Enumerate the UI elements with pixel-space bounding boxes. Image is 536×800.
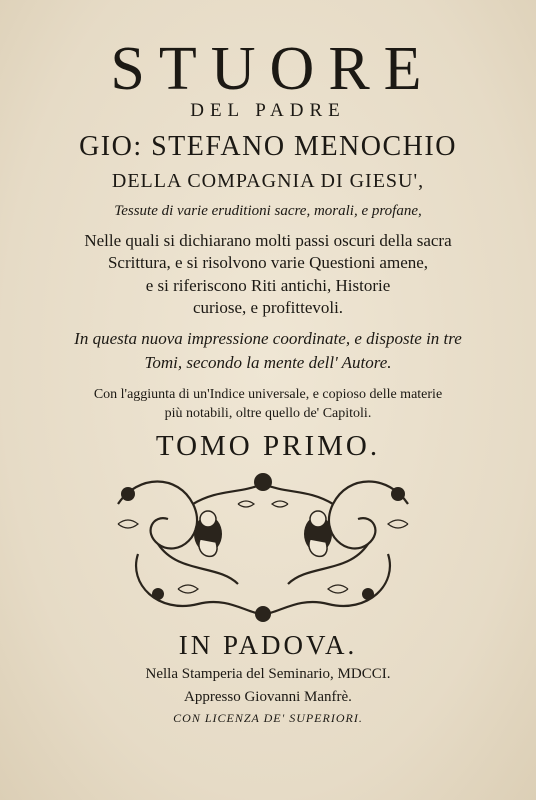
license-line: CON LICENZA DE' SUPERIORI. bbox=[173, 711, 363, 725]
description-line-2: Scrittura, e si risolvono varie Questioni amene, bbox=[107, 253, 429, 272]
description-line-3: e si riferiscono Riti antichi, Historie bbox=[145, 276, 391, 295]
subtitle-line: Tessute di varie eruditioni sacre, morali, e profane, bbox=[114, 203, 422, 219]
seller-line: Appresso Giovanni Manfrè. bbox=[184, 689, 352, 705]
printer-line: Nella Stamperia del Seminario, MDCCI. bbox=[145, 666, 391, 682]
place-of-publication: IN PADOVA. bbox=[178, 630, 358, 660]
index-note-line-1: Con l'aggiunta di un'Indice universale, e copioso delle materie bbox=[93, 387, 443, 402]
description-line-4: curiose, e profittevoli. bbox=[192, 298, 344, 317]
del-padre-line: DEL PADRE bbox=[190, 100, 346, 121]
company-line: DELLA COMPAGNIA DI GIESU', bbox=[111, 170, 425, 192]
book-title: STUORE bbox=[110, 35, 436, 103]
floral-vignette-with-putti-icon bbox=[98, 464, 428, 624]
volume-label: TOMO PRIMO. bbox=[155, 430, 381, 462]
author-name: GIO: STEFANO MENOCHIO bbox=[79, 131, 457, 162]
edition-note-line-1: In questa nuova impressione coordinate, e disposte in tre bbox=[74, 329, 462, 348]
index-note-line-2: più notabili, oltre quello de' Capitoli. bbox=[164, 406, 372, 421]
edition-note-line-2: Tomi, secondo la mente dell' Autore. bbox=[144, 353, 392, 372]
description-line-1: Nelle quali si dichiarano molti passi oscuri della sacra bbox=[84, 231, 452, 250]
